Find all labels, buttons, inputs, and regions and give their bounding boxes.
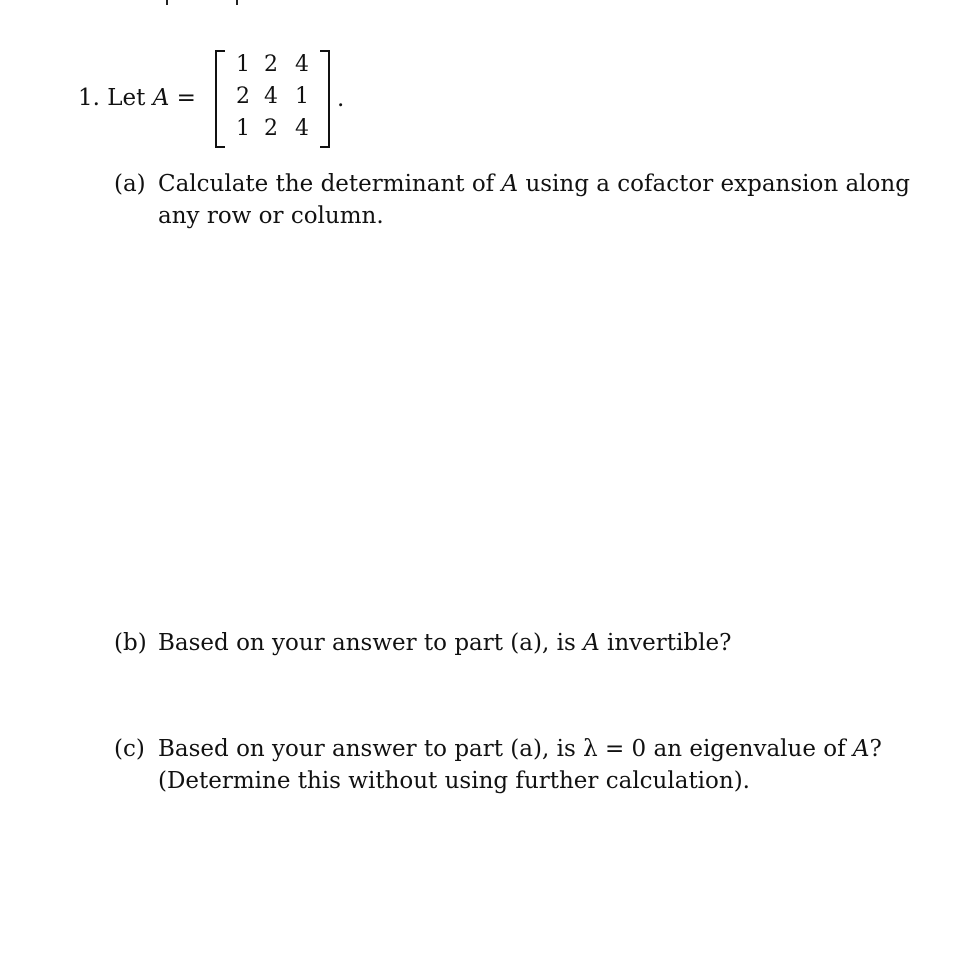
part-c: [114, 733, 882, 797]
matrix-variable: A: [152, 85, 170, 111]
matrix-cell-r1c3: 4: [295, 52, 309, 77]
part-b-label: (b): [114, 630, 147, 656]
part-a: [114, 168, 910, 232]
matrix-cell-r2c1: 2: [236, 84, 250, 109]
matrix-cell-r1c1: 1: [236, 52, 250, 77]
matrix-cell-r2c2: 4: [264, 84, 278, 109]
part-c-lambda: λ = 0: [583, 736, 647, 762]
part-b-text-post: invertible?: [607, 630, 732, 656]
part-c-text-pre: Based on your answer to part (a), is: [158, 736, 576, 762]
part-a-text-pre: Calculate the determinant of: [158, 171, 495, 197]
matrix-cell-r2c3: 1: [295, 84, 309, 109]
part-b-text-pre: Based on your answer to part (a), is: [158, 630, 576, 656]
part-b: [114, 627, 731, 659]
part-c-text-line2: (Determine this without using further calculation).: [158, 768, 750, 794]
matrix-period: .: [337, 86, 345, 112]
cropped-glyph: [236, 0, 238, 5]
right-bracket: [320, 50, 330, 148]
matrix-cell-r3c3: 4: [295, 116, 309, 141]
part-c-label: (c): [114, 736, 145, 762]
left-bracket: [215, 50, 225, 148]
problem-number: 1.: [78, 85, 100, 111]
matrix-cell-r3c1: 1: [236, 116, 250, 141]
problem-intro: Let: [107, 85, 146, 111]
equals-sign: =: [176, 85, 196, 111]
matrix-a: [215, 50, 330, 146]
part-a-text-line2: any row or column.: [158, 203, 384, 229]
cropped-top-text: [0, 0, 966, 8]
part-c-text-mid: an eigenvalue of: [653, 736, 846, 762]
part-c-question-mark: ?: [869, 736, 882, 762]
matrix-cell-r3c2: 2: [264, 116, 278, 141]
part-a-variable: A: [501, 171, 519, 197]
part-a-text-post: using a cofactor expansion along: [525, 171, 910, 197]
part-b-variable: A: [583, 630, 600, 656]
part-c-variable: A: [852, 736, 870, 762]
problem-statement: [78, 84, 196, 112]
part-a-label: (a): [114, 171, 146, 197]
cropped-glyph: [166, 0, 168, 5]
matrix-cell-r1c2: 2: [264, 52, 278, 77]
